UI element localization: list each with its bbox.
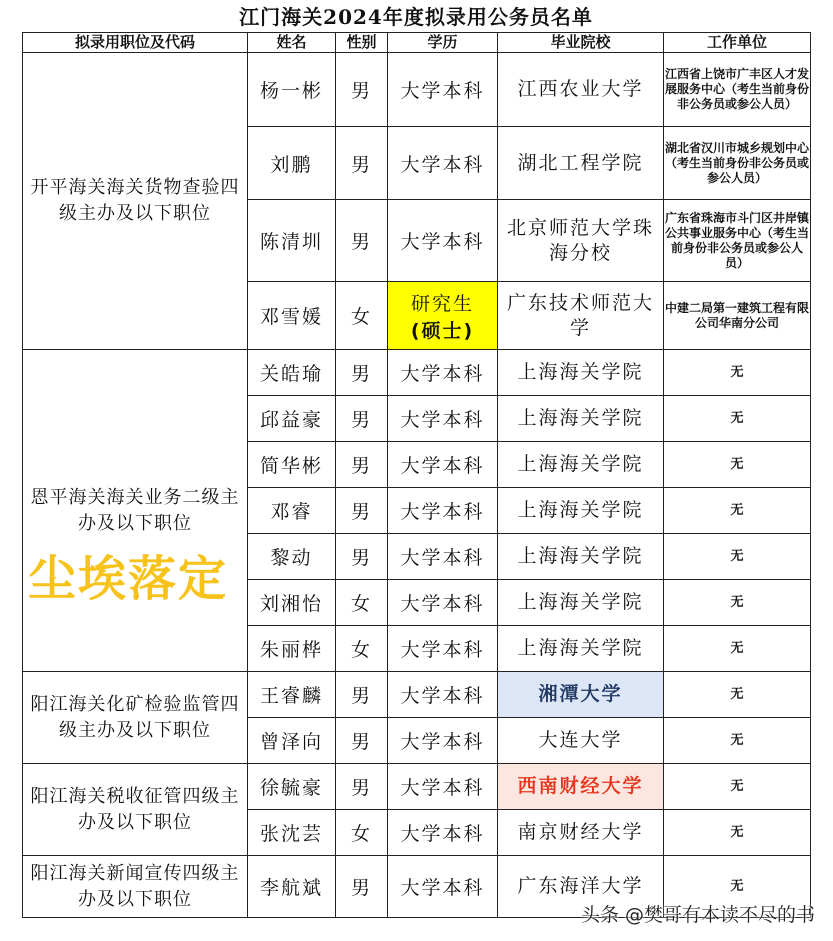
unit-cell: 中建二局第一建筑工程有限公司华南分公司 <box>664 282 811 350</box>
name-cell: 王睿麟 <box>248 672 336 718</box>
education-cell: 大学本科 <box>388 810 498 856</box>
gender-cell: 女 <box>336 810 388 856</box>
unit-cell: 无 <box>664 580 811 626</box>
gender-cell: 男 <box>336 442 388 488</box>
school-cell-highlighted: 湘潭大学 <box>498 672 664 718</box>
gender-cell: 男 <box>336 856 388 918</box>
header-row <box>23 33 811 53</box>
gender-cell: 男 <box>336 396 388 442</box>
unit-cell: 无 <box>664 350 811 396</box>
education-cell: 大学本科 <box>388 856 498 918</box>
education-cell: 大学本科 <box>388 764 498 810</box>
table-row <box>23 53 811 127</box>
school-cell: 江西农业大学 <box>498 53 664 127</box>
school-cell: 广东海洋大学 <box>498 856 664 918</box>
unit-cell: 江西省上饶市广丰区人才发展服务中心（考生当前身份非公务员或参公人员） <box>664 53 811 127</box>
unit-cell: 无 <box>664 488 811 534</box>
roster-table <box>22 32 811 918</box>
education-cell: 大学本科 <box>388 488 498 534</box>
name-cell: 刘鹏 <box>248 127 336 200</box>
school-cell: 广东技术师范大学 <box>498 282 664 350</box>
school-cell: 上海海关学院 <box>498 488 664 534</box>
gender-cell: 男 <box>336 672 388 718</box>
school-cell: 湖北工程学院 <box>498 127 664 200</box>
page-title: 江门海关2024年度拟录用公务员名单 <box>239 5 593 29</box>
header-education: 学历 <box>388 33 498 53</box>
unit-cell: 无 <box>664 442 811 488</box>
school-cell: 上海海关学院 <box>498 580 664 626</box>
overlay-caption: 尘埃落定 <box>28 551 229 607</box>
unit-cell: 无 <box>664 810 811 856</box>
gender-cell: 女 <box>336 626 388 672</box>
name-cell: 陈清圳 <box>248 200 336 282</box>
gender-cell: 男 <box>336 53 388 127</box>
education-cell: 大学本科 <box>388 53 498 127</box>
gender-cell: 男 <box>336 127 388 200</box>
school-cell: 上海海关学院 <box>498 396 664 442</box>
name-cell: 邱益豪 <box>248 396 336 442</box>
position-cell: 开平海关海关货物查验四级主办及以下职位 <box>23 53 248 350</box>
unit-cell: 无 <box>664 764 811 810</box>
header-unit: 工作单位 <box>664 33 811 53</box>
education-cell: 大学本科 <box>388 626 498 672</box>
name-cell: 邓睿 <box>248 488 336 534</box>
gender-cell: 男 <box>336 718 388 764</box>
position-cell: 阳江海关新闻宣传四级主办及以下职位 <box>23 856 248 918</box>
education-cell: 大学本科 <box>388 534 498 580</box>
gender-cell: 男 <box>336 764 388 810</box>
position-cell: 恩平海关海关业务二级主办及以下职位 <box>23 350 248 672</box>
position-cell: 阳江海关税收征管四级主办及以下职位 <box>23 764 248 856</box>
name-cell: 刘湘怡 <box>248 580 336 626</box>
table-row <box>23 764 811 810</box>
gender-cell: 女 <box>336 580 388 626</box>
gender-cell: 男 <box>336 534 388 580</box>
header-name: 姓名 <box>248 33 336 53</box>
education-cell: 大学本科 <box>388 718 498 764</box>
name-cell: 张沈芸 <box>248 810 336 856</box>
education-cell: 大学本科 <box>388 580 498 626</box>
unit-cell: 无 <box>664 396 811 442</box>
table-row <box>23 672 811 718</box>
education-degree: (硕士) <box>410 319 475 342</box>
unit-cell: 无 <box>664 534 811 580</box>
unit-cell: 无 <box>664 672 811 718</box>
school-cell: 大连大学 <box>498 718 664 764</box>
school-cell: 北京师范大学珠海分校 <box>498 200 664 282</box>
header-gender: 性别 <box>336 33 388 53</box>
name-cell: 黎动 <box>248 534 336 580</box>
gender-cell: 男 <box>336 350 388 396</box>
school-cell: 上海海关学院 <box>498 626 664 672</box>
education-level: 研究生 <box>410 292 474 315</box>
education-cell: 大学本科 <box>388 442 498 488</box>
source-watermark: 头条 @樊哥有本读不尽的书 <box>580 904 815 926</box>
gender-cell: 女 <box>336 282 388 350</box>
unit-cell: 无 <box>664 718 811 764</box>
table-row <box>23 350 811 396</box>
education-cell: 大学本科 <box>388 672 498 718</box>
name-cell: 朱丽桦 <box>248 626 336 672</box>
name-cell: 杨一彬 <box>248 53 336 127</box>
unit-cell: 无 <box>664 626 811 672</box>
header-school: 毕业院校 <box>498 33 664 53</box>
unit-cell: 湖北省汉川市城乡规划中心（考生当前身份非公务员或参公人员） <box>664 127 811 200</box>
school-cell: 上海海关学院 <box>498 534 664 580</box>
name-cell: 曾泽向 <box>248 718 336 764</box>
school-cell: 上海海关学院 <box>498 350 664 396</box>
education-cell-highlighted <box>388 282 498 350</box>
school-cell: 上海海关学院 <box>498 442 664 488</box>
name-cell: 邓雪媛 <box>248 282 336 350</box>
school-cell: 南京财经大学 <box>498 810 664 856</box>
education-cell: 大学本科 <box>388 127 498 200</box>
position-cell: 阳江海关化矿检验监管四级主办及以下职位 <box>23 672 248 764</box>
unit-cell: 无 <box>664 856 811 918</box>
name-cell: 李航斌 <box>248 856 336 918</box>
education-cell: 大学本科 <box>388 200 498 282</box>
gender-cell: 男 <box>336 200 388 282</box>
school-cell-highlighted: 西南财经大学 <box>498 764 664 810</box>
header-position: 拟录用职位及代码 <box>23 33 248 53</box>
name-cell: 徐毓豪 <box>248 764 336 810</box>
education-cell: 大学本科 <box>388 350 498 396</box>
education-cell: 大学本科 <box>388 396 498 442</box>
name-cell: 关皓瑜 <box>248 350 336 396</box>
name-cell: 简华彬 <box>248 442 336 488</box>
gender-cell: 男 <box>336 488 388 534</box>
unit-cell: 广东省珠海市斗门区井岸镇公共事业服务中心（考生当前身份非公务员或参公人员） <box>664 200 811 282</box>
